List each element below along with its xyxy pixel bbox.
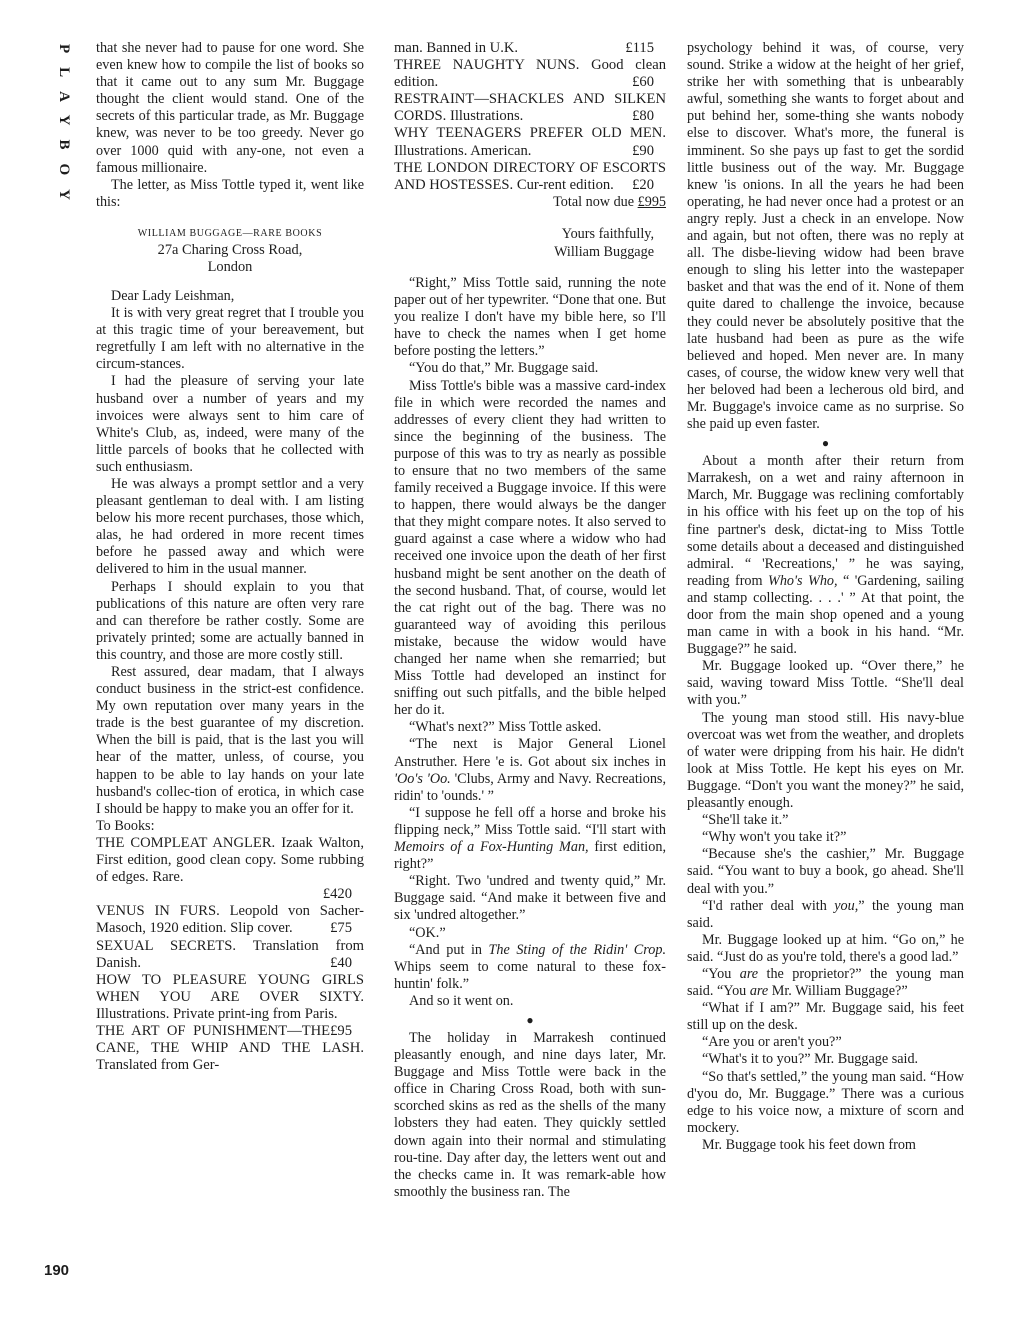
page-number: 190 — [44, 1262, 70, 1279]
signature-name: William Buggage — [554, 243, 654, 260]
paragraph — [394, 736, 666, 804]
book-title: WHY TEENAGERS PREFER OLD MEN. Illustrations. American. — [394, 125, 666, 159]
book-price: £80 — [632, 108, 654, 125]
book-entry — [394, 160, 666, 194]
text-run: first edition, right?” — [394, 839, 666, 873]
text-run: the proprietor?” the young man said. “You — [687, 965, 964, 1000]
book-entry — [394, 40, 666, 57]
book-title: THE LONDON DIRECTORY OF ESCORTS AND HOSTESSES. Cur-rent edition. — [394, 159, 666, 193]
book-price: £90 — [632, 142, 654, 159]
paragraph — [394, 805, 666, 873]
book-title: SEXUAL SECRETS. Translation from Danish. — [96, 937, 364, 971]
book-title: THREE NAUGHTY NUNS. Good clean edition. — [394, 57, 666, 91]
text-run: “I'd rather deal with — [702, 897, 835, 914]
to-books-label: To Books: — [96, 817, 155, 834]
paragraph — [687, 898, 964, 932]
paragraph: that she never had to pause for one word. She even knew how to compile the list of books so that it came out to any sum Mr. Buggage thought the client would stand. One of the secrets of this particular trade, as Mr. Buggage knew, was never to be too greedy. Never go over 1000 quid with any-one, not even a famous millionaire. — [96, 40, 364, 176]
text-run: Mr. William Buggage?” — [768, 983, 908, 1000]
section-break-bullet: ● — [526, 1012, 534, 1027]
text-run: “You — [702, 965, 740, 982]
paragraph: Perhaps I should explain to you that publications of this nature are often very rare and can therefore be rather costly. Some are privately printed; some are actually banned in this country, and those are more costly still. — [96, 578, 364, 663]
text-run: “And put in — [409, 941, 489, 958]
total-value: £995 — [637, 193, 666, 210]
paragraph: The holiday in Marrakesh continued pleasantly enough, and nine days later, Mr. Buggage and Miss Tottle were back in the office in Charing Cross Road, both with sun-scorched skins as red as the shells of the many lobsters they had eaten. They quickly settled down again into their normal and stimulating rou-tine. Day after day, the letters went out and the checks came in. It was remark-able how smoothly the business ran. The — [394, 1029, 666, 1200]
text-run: Whips seem to come natural to these fox-huntin' folk.” — [394, 958, 666, 992]
column-2 — [394, 40, 666, 1201]
letterhead-city: London — [207, 258, 253, 275]
letterhead-address: 27a Charing Cross Road, — [157, 241, 303, 258]
book-reference: The Sting of the Ridin' Crop. — [488, 941, 666, 958]
closing: Yours faithfully, — [561, 225, 654, 242]
book-entry — [96, 938, 364, 972]
text-run: “The next is Major General Lionel Anstruther. Here 'e is. Got about six inches in — [394, 736, 666, 770]
text-run: About a month after their return from Marrakesh, on a wet and rainy afternoon in March, Mr. Buggage was reclining comfortably in his office with his feet up on the top of his fine partner's desk, dictat-ing to Miss Tottle some details about a deceased and distinguished admiral. “ 'Recreations,' ” he was saying, reading from — [687, 453, 964, 589]
book-entry — [394, 125, 666, 159]
paragraph: “What's next?” Miss Tottle asked. — [409, 719, 602, 736]
book-price: £115 — [625, 40, 654, 56]
book-entry — [96, 971, 364, 1039]
letterhead — [96, 225, 364, 276]
paragraph: “What if I am?” Mr. Buggage said, his feet still up on the desk. — [687, 1000, 964, 1034]
book-title: man. Banned in U.K. — [394, 40, 519, 56]
paragraph: Mr. Buggage took his feet down from — [702, 1136, 916, 1153]
paragraph: “You do that,” Mr. Buggage said. — [409, 360, 599, 377]
book-title: THE ART OF PUNISHMENT—THE CANE, THE WHIP AND THE LASH. Translated from Ger- — [96, 1022, 364, 1074]
book-entry — [394, 57, 666, 91]
book-price: £60 — [632, 74, 654, 91]
book-reference: 'Oo's 'Oo. — [394, 770, 451, 787]
paragraph: It is with very great regret that I trouble you at this tragic time of your bereavement, but regretfully I am left with no alternative in the circum-stances. — [96, 305, 364, 373]
emphasis: are — [749, 983, 769, 1000]
book-price: £95 — [330, 1022, 352, 1039]
column-1 — [96, 40, 364, 1074]
book-entry — [96, 903, 364, 937]
paragraph: psychology behind it was, of course, very sound. Strike a widow at the height of her grief, strike her with something that is unbearably awful, something she wants to forget about and put behind her, some-thing she wants nobody else to discover. What's more, the funeral is imminent. So she pays up fast to get the sordid little business out of the way. Mr. Buggage knew 'is onions. In all the years he had been operating, he had never once had a protest or an angry reply. Just a check in an envelope. Now and again, but not often, there was no reply at all. The disbe-lieving widow had been brave enough to sling his letter into the wastepaper basket and that was the end of it. None of them quite dared to challenge the invoice, because they could never be absolutely positive that the late husband had been as pure as the wife believed and hoped. Men never are. In many cases, of course, the widow knew very well that her beloved had been a lecherous old bird, and Mr. Buggage's invoice came as no surprise. So she paid up even faster. — [687, 40, 964, 433]
paragraph: “What's it to you?” Mr. Buggage said. — [702, 1051, 919, 1068]
section-break-bullet: ● — [821, 436, 830, 451]
letterhead-name: WILLIAM BUGGAGE—RARE BOOKS — [137, 227, 323, 239]
paragraph: Miss Tottle's bible was a massive card-index file in which were recorded the names and addresses of every client they had written to since the beginning of the business. The purpose of this was to try as nearly as possible to ensure that no two members of the same family received a Buggage invoice. If this were to happen, there would always be the danger that they might compare notes. It also served to guard against a case where a widow who had received one invoice upon the death of her first husband might be sent another on the death of the second husband. That, of course, would let the cat right out of the bag. There was no guaranteed way of avoiding this perilous mistake, because the widow would have changed her name when she remarried; but Miss Tottle had developed an instinct for sniffing out such pitfalls, and the bible helped her do it. — [394, 377, 666, 719]
paragraph: The young man stood still. His navy-blue overcoat was wet from the weather, and droplets of water were dripping from his hair. He didn't look at Miss Tottle. He kept his eyes on Mr. Buggage. “Don't you want the money?” he said, pleasantly enough. — [687, 709, 964, 812]
paragraph: I had the pleasure of serving your late husband over a number of years and my invoices were always sent to him care of White's Club, as, indeed, were many of the little parcels of books that he collected with such enthusiasm. — [96, 373, 364, 475]
book-reference: Memoirs of a Fox-Hunting Man, — [394, 839, 589, 856]
book-price: £420 — [322, 886, 352, 903]
paragraph — [394, 942, 666, 993]
paragraph: Mr. Buggage looked up at him. “Go on,” he said. “Just do as you're told, there's a good lad.” — [687, 931, 964, 965]
total-label: Total now due — [553, 193, 635, 210]
text-run: “I suppose he fell off a horse and broke his flipping neck,” Miss Tottle said. “I'll start with — [394, 804, 666, 838]
paragraph: “So that's settled,” the young man said. “How d'you do, Mr. Buggage.” There was a curious edge to his voice now, a mixture of scorn and mockery. — [687, 1068, 964, 1136]
paragraph: “She'll take it.” — [702, 812, 789, 829]
signature-block — [394, 225, 654, 261]
paragraph: He was always a prompt settlor and a very pleasant gentleman to deal with. I am listing below his more recent purchases, those which, alas, he had ordered in more recent times before he passed away and which were delivered to him in the usual manner. — [96, 475, 364, 578]
book-price: £20 — [632, 176, 654, 193]
paragraph: And so it went on. — [409, 992, 514, 1009]
paragraph: The letter, as Miss Tottle typed it, went like this: — [96, 176, 364, 210]
emphasis: you, — [834, 897, 859, 914]
book-entry — [96, 1023, 364, 1074]
paragraph: Mr. Buggage looked up. “Over there,” he said, waving toward Miss Tottle. “She'll deal with you.” — [687, 658, 964, 709]
salutation: Dear Lady Leishman, — [111, 287, 235, 304]
paragraph: “Right. Two 'undred and twenty quid,” Mr. Buggage said. “And make it between five and six 'undred altogether.” — [394, 873, 666, 924]
book-reference: Who's Who, — [768, 572, 838, 589]
text-run: ” the young man said. — [687, 897, 964, 931]
emphasis: are — [739, 965, 759, 982]
book-price: £75 — [330, 920, 352, 937]
book-title: RESTRAINT—SHACKLES AND SILKEN CORDS. Illustrations. — [394, 91, 666, 125]
book-entry — [394, 91, 666, 125]
invoice-total — [394, 194, 666, 211]
paragraph — [687, 966, 964, 1000]
book-title: THE COMPLEAT ANGLER. Izaak Walton, First edition, good clean copy. Some rubbing of edges. Rare. — [96, 834, 364, 886]
text-run: 'Clubs, Army and Navy. Recreations, ridin' to 'ounds.' ” — [394, 770, 666, 804]
paragraph: “Why won't you take it?” — [702, 829, 847, 846]
book-price: £40 — [330, 954, 352, 971]
paragraph: “Right,” Miss Tottle said, running the note paper out of her typewriter. “Done that one. But you realize I don't have my bible here, so I'll have to check the names when I get home before posting the letters.” — [394, 274, 666, 360]
masthead: PLAYBOY — [56, 44, 72, 214]
book-entry — [96, 835, 364, 903]
paragraph — [687, 453, 964, 658]
book-title: HOW TO PLEASURE YOUNG GIRLS WHEN YOU ARE OVER SIXTY. Illustrations. Private print-ing from Paris. — [96, 971, 364, 1022]
text-run: “ 'Gardening, sailing and stamp collecting. . . .' ” At that point, the door from the main shop opened and a young man came in with a book in his hand. “Mr. Buggage?” he said. — [687, 572, 964, 658]
paragraph: “Because she's the cashier,” Mr. Buggage said. “You want to buy a book, go ahead. She'll deal with you.” — [687, 846, 964, 897]
column-3 — [687, 40, 964, 1154]
paragraph: Rest assured, dear madam, that I always conduct business in the strict-est confidence. My own reputation over many years in the trade is the best guarantee of my discretion. When the bill is paid, that is the last you will hear of the matter, unless, of course, you happen to be able to lay hands on your late husband's collec-tion of erotica, in which case I should be happy to make you an offer for it. — [96, 664, 364, 817]
paragraph: “Are you or aren't you?” — [702, 1034, 842, 1051]
book-title: VENUS IN FURS. Leopold von Sacher-Masoch, 1920 edition. Slip cover. — [96, 903, 364, 937]
paragraph: “OK.” — [409, 924, 446, 941]
